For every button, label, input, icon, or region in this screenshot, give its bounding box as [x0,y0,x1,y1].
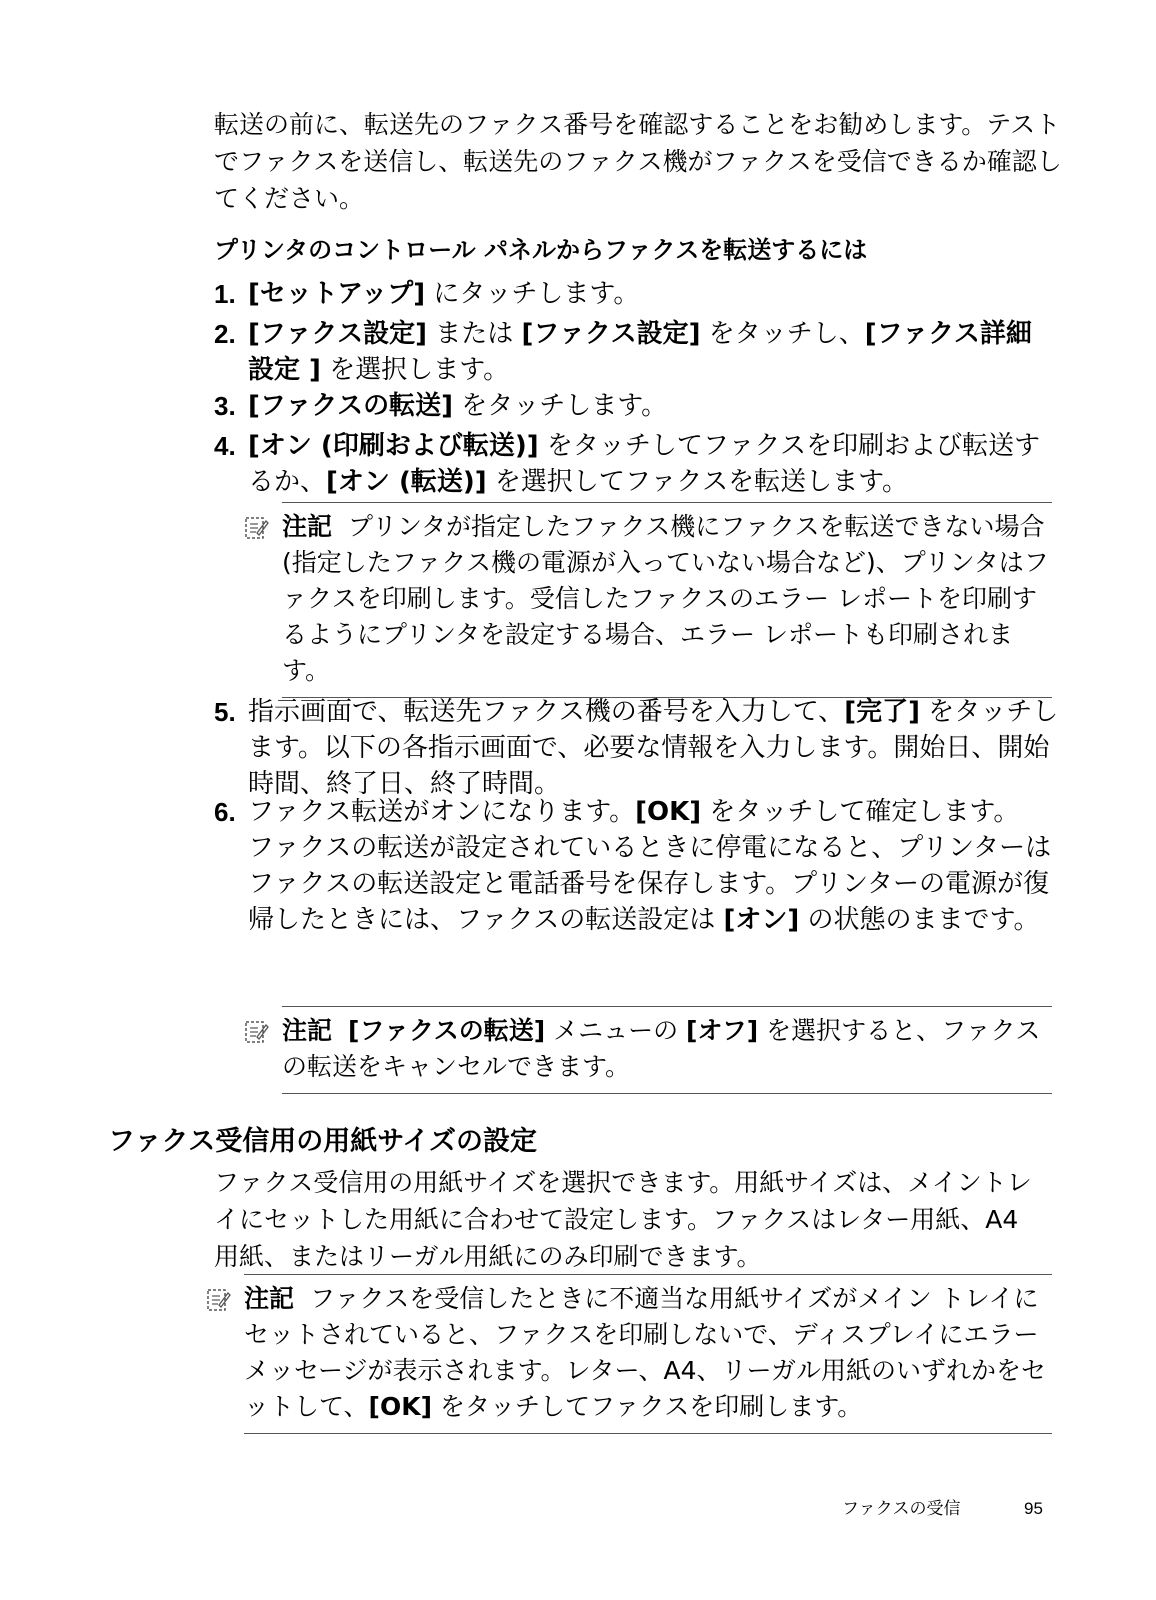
text-run: を選択すると、ファクスの転送をキャンセルできます。 [282,1016,1041,1081]
step-4 [214,428,1074,500]
ui-term: [セットアップ] [248,279,426,309]
note-icon [206,1287,232,1313]
ui-term: [オフ] [686,1016,759,1045]
text-run: 指示画面で、転送先ファクス機の番号を入力して、 [248,697,845,727]
ui-term: [ファクス詳細設定 ] [248,319,1032,385]
step-number: 6. [214,797,236,827]
ui-term: [オン] [723,905,800,935]
note-label: 注記 [244,1284,295,1313]
note-icon [244,515,270,541]
note-forward-failure [282,502,1052,698]
step-number: 2. [214,319,236,349]
step-number: 5. [214,697,236,727]
note-cancel-forward [282,1006,1052,1094]
ui-term: [オン (転送)] [326,467,487,497]
step-text [248,794,1064,830]
step-number: 4. [214,431,236,461]
note-text [282,1016,1040,1081]
step-6 [214,794,1074,938]
intro-paragraph: 転送の前に、転送先のファクス番号を確認することをお勧めします。テストでファクスを送信し、転送先のファクス機がファクスを受信できるか確認してください。 [214,110,1062,213]
ui-term: [ファクスの転送] [348,1016,546,1045]
text-run: をタッチし、 [700,319,865,349]
step-text [248,316,1048,388]
step-number: 1. [214,279,236,309]
text-run: プリンタが指定したファクス機にファクスを転送できない場合 (指定したファクス機の電源が入っていない場合など)、プリンタはファクスを印刷します。受信したファクスのエラー レポートを印刷するようにプリンタを設定する場合、エラー レポートも印刷されます。 [282,512,1049,685]
note-text [244,1284,1046,1421]
ui-term: [ファクス設定] [521,319,701,349]
procedure-title: プリンタのコントロール パネルからファクスを転送するには [214,236,868,264]
text-run: または [427,319,522,349]
section-paragraph: ファクス受信用の用紙サイズを選択できます。用紙サイズは、メイントレイにセットした用紙に合わせて設定します。ファクスはレター用紙、A4 用紙、またはリーガル用紙にのみ印刷できます。 [214,1168,1032,1271]
ui-term: [オン (印刷および転送)] [248,431,539,461]
text-run: をタッチして確定します。 [701,797,1020,827]
text-run: を選択します。 [320,355,510,385]
text-run: をタッチしてファクスを印刷します。 [432,1392,863,1421]
text-run: ファクスを受信したときに不適当な用紙サイズがメイン トレイにセットされていると、ファクスを印刷しないで、ディスプレイにエラー メッセージが表示されます。レター、A4、リーガル用紙のいずれかをセットして、 [244,1284,1047,1421]
text-run: ファクス転送がオンになります。 [248,797,636,827]
ui-term: [OK] [635,797,702,827]
footer-chapter-title: ファクスの受信 [842,1499,961,1519]
ui-term: [ファクス設定] [248,319,427,349]
text-run: にタッチします。 [425,279,640,309]
step-2 [214,316,1074,388]
ui-term: [ファクスの転送] [248,391,453,421]
step-text [248,428,1064,500]
step-text [248,276,1074,312]
note-text [282,512,1049,685]
note-icon [244,1019,270,1045]
step-1 [214,276,1074,312]
ui-term: [OK] [368,1392,432,1421]
section-title: ファクス受信用の用紙サイズの設定 [108,1126,538,1157]
text-run: ファクスの転送が設定されているときに停電になると、プリンターはファクスの転送設定と電話番号を保存します。プリンターの電源が復帰したときには、ファクスの転送設定は [248,833,1052,935]
step-text [248,388,1074,424]
text-run: の状態のままです。 [799,905,1040,935]
step-3 [214,388,1074,424]
note-label: 注記 [282,512,333,541]
text-run: メニューの [545,1016,687,1045]
page-number: 95 [1024,1499,1043,1518]
text-run: をタッチします。以下の各指示画面で、必要な情報を入力します。開始日、開始時間、終了日、終了時間。 [248,697,1059,799]
ui-term: [完了] [844,697,920,727]
step-6-detail [248,830,1068,938]
step-5 [214,694,1074,802]
text-run: をタッチしてファクスを印刷および転送するか、 [248,431,1041,497]
note-label: 注記 [282,1016,333,1045]
text-run: をタッチします。 [453,391,668,421]
step-text [248,694,1068,802]
note-paper-size [244,1274,1052,1434]
step-number: 3. [214,391,236,421]
text-run: を選択してファクスを転送します。 [486,467,909,497]
